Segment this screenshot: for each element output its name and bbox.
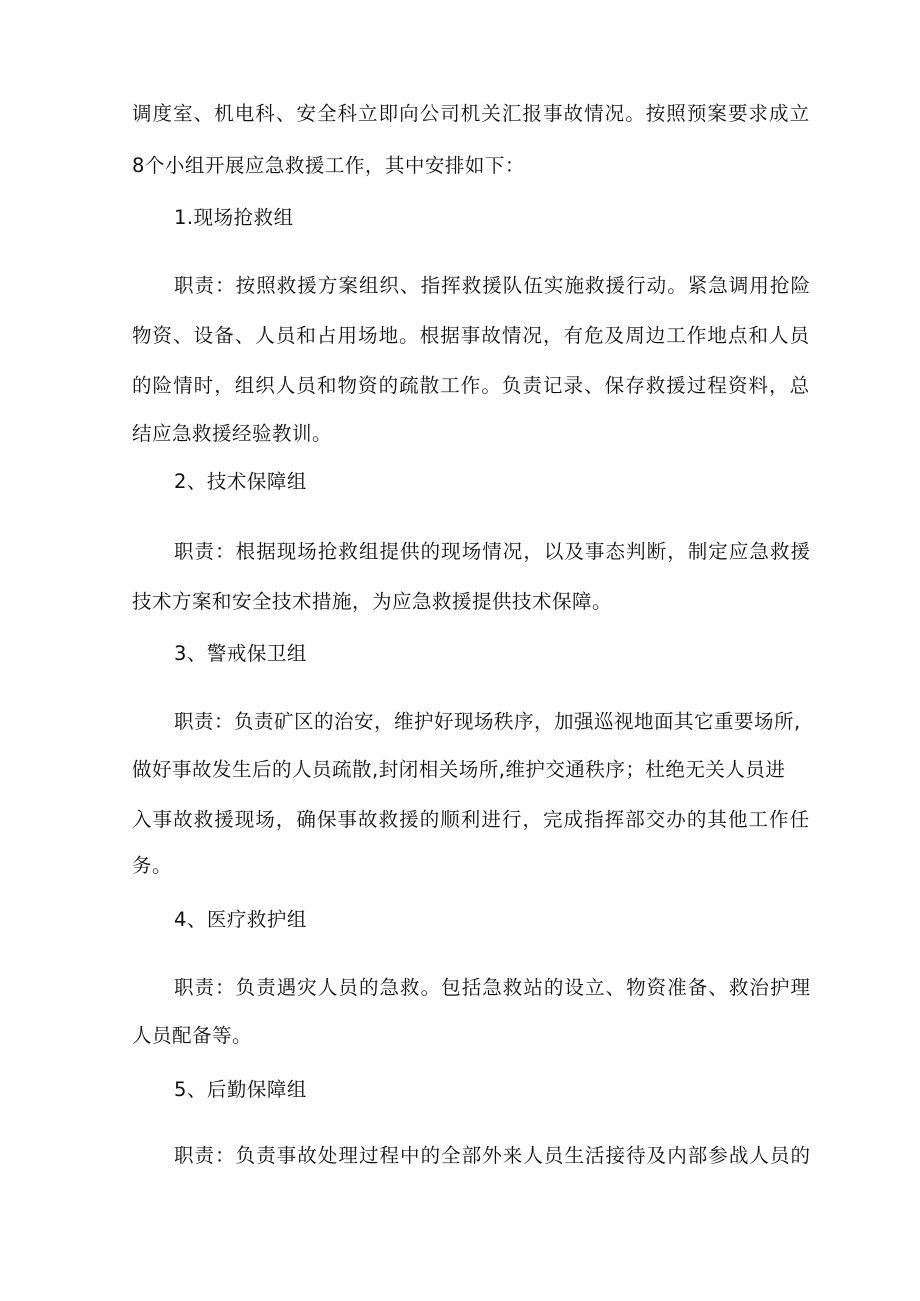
paragraph-line: 职责：按照救援方案组织、指挥救援队伍实施救援行动。紧急调用抢险 xyxy=(174,274,812,297)
paragraph-line: 技术方案和安全技术措施，为应急救援提供技术保障。 xyxy=(132,590,613,613)
paragraph-line: 物资、设备、人员和占用场地。根据事故情况，有危及周边工作地点和人员 xyxy=(132,324,811,347)
paragraph-line: 的险情时，组织人员和物资的疏散工作。负责记录、保存救援过程资料，总 xyxy=(132,374,811,397)
paragraph-line: 职责：根据现场抢救组提供的现场情况，以及事态判断，制定应急救援 xyxy=(174,540,812,563)
section-heading-technical: 2、技术保障组 xyxy=(174,470,307,493)
paragraph-line: 职责：负责事故处理过程中的全部外来人员生活接待及内部参战人员的 xyxy=(174,1144,812,1167)
paragraph-line: 结应急救援经验教训。 xyxy=(132,422,333,445)
paragraph-line: 调度室、机电科、安全科立即向公司机关汇报事故情况。按照预案要求成立 xyxy=(132,102,811,125)
paragraph-line: 务。 xyxy=(132,854,173,877)
paragraph-line: 职责：负责矿区的治安，维护好现场秩序，加强巡视地面其它重要场所, xyxy=(174,710,801,733)
paragraph-line: 8个小组开展应急救援工作，其中安排如下： xyxy=(132,154,525,177)
paragraph-line: 入事故救援现场，确保事故救援的顺利进行，完成指挥部交办的其他工作任 xyxy=(132,808,811,831)
section-heading-logistics: 5、后勤保障组 xyxy=(174,1078,307,1101)
paragraph-line: 做好事故发生后的人员疏散,封闭相关场所,维护交通秩序；杜绝无关人员进 xyxy=(132,758,786,781)
paragraph-line: 职责：负责遇灾人员的急救。包括急救站的设立、物资准备、救治护理 xyxy=(174,976,812,999)
section-heading-security: 3、警戒保卫组 xyxy=(174,642,307,665)
paragraph-line: 人员配备等。 xyxy=(132,1024,253,1047)
section-heading-rescue: 1.现场抢救组 xyxy=(174,206,294,229)
section-heading-medical: 4、医疗救护组 xyxy=(174,908,307,931)
